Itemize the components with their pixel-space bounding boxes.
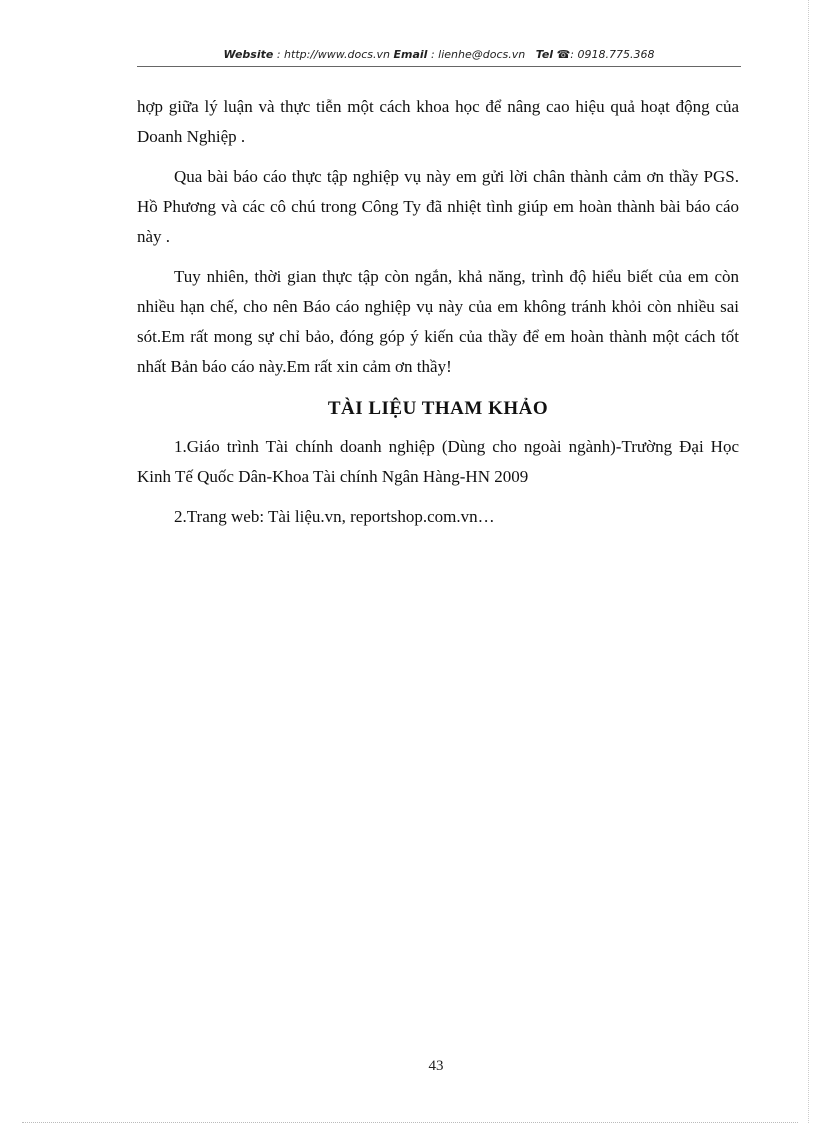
reference-item-2: 2.Trang web: Tài liệu.vn, reportshop.com.vn… <box>174 507 495 526</box>
paragraph-1: hợp giữa lý luận và thực tiễn một cách khoa học để nâng cao hiệu quả hoạt động của Doanh Nghiệp . <box>137 97 739 146</box>
paragraph-3: Tuy nhiên, thời gian thực tập còn ngắn, khả năng, trình độ hiểu biết của em còn nhiều hạn chế, cho nên Báo cáo nghiệp vụ này của em không tránh khỏi còn nhiều sai sót.Em rất mong sự chỉ bảo, đóng góp ý kiến của thầy để em hoàn thành một cách tốt nhất Bản báo cáo này.Em rất xin cảm ơn thầy! <box>137 267 739 376</box>
page-right-border <box>808 0 809 1123</box>
website-label: Website <box>223 48 274 61</box>
page-header <box>137 47 741 63</box>
email-label: Email <box>393 48 428 61</box>
tel-label: Tel <box>535 48 554 61</box>
header-divider <box>137 66 741 67</box>
email-value: : lienhe@docs.vn <box>427 48 529 61</box>
reference-item-1: 1.Giáo trình Tài chính doanh nghiệp (Dùng cho ngoài ngành)-Trường Đại Học Kinh Tế Quốc Dân-Khoa Tài chính Ngân Hàng-HN 2009 <box>137 437 739 486</box>
paragraph-2: Qua bài báo cáo thực tập nghiệp vụ này em gửi lời chân thành cảm ơn thầy PGS. Hồ Phương và các cô chú trong Công Ty đã nhiệt tình giúp em hoàn thành bài báo cáo này . <box>137 167 739 246</box>
website-value: : http://www.docs.vn <box>273 48 394 61</box>
references-heading: TÀI LIỆU THAM KHẢO <box>327 398 549 419</box>
tel-value: : 0918.775.368 <box>570 48 655 61</box>
document-body <box>137 92 739 542</box>
phone-icon: ☎ <box>556 48 571 61</box>
page-number: 43 <box>428 1058 444 1074</box>
